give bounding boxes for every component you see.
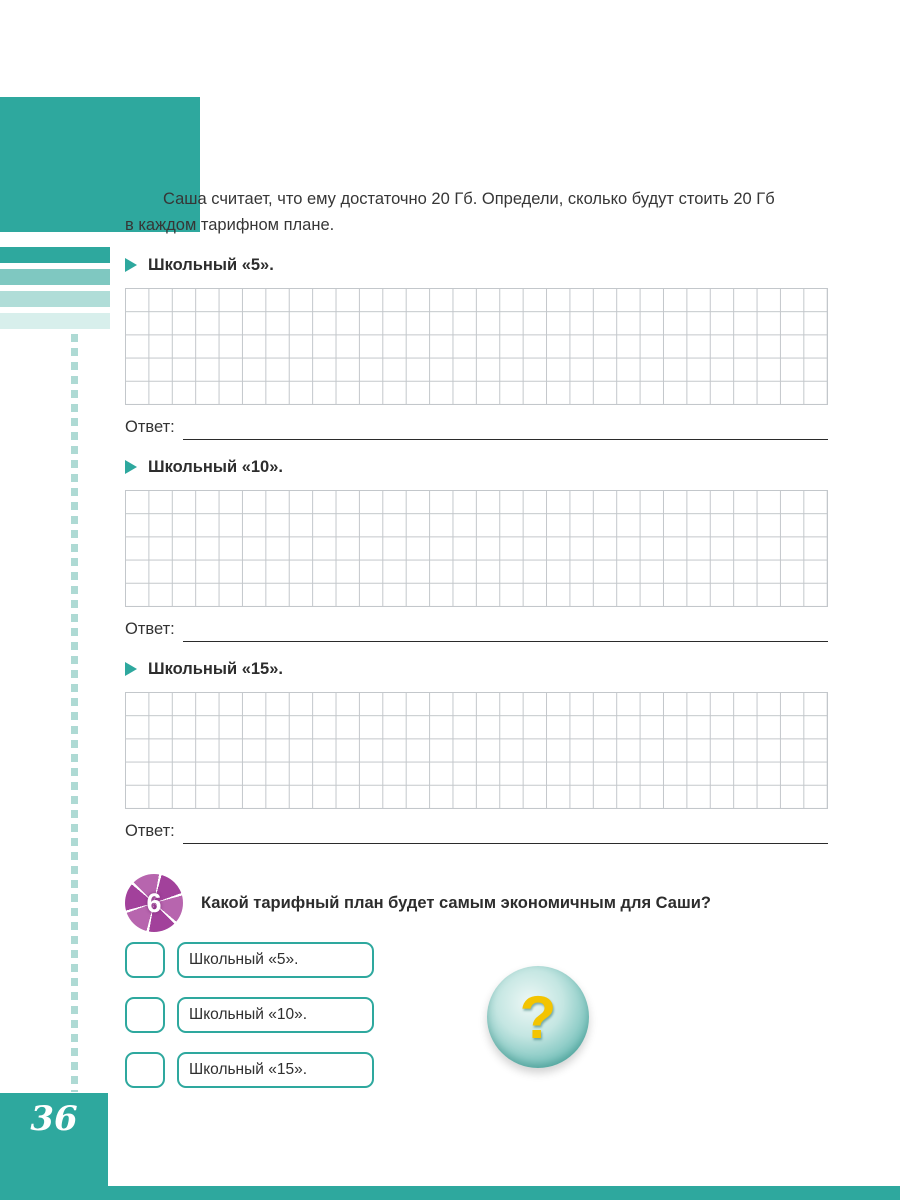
question-mark-glyph: ? — [519, 983, 557, 1051]
section-label: Школьный «15». — [148, 659, 283, 678]
section-school-15 — [125, 658, 828, 844]
option-checkbox-1[interactable] — [125, 942, 165, 978]
intro-line-2: в каждом тарифном плане. — [125, 216, 335, 235]
bottom-bar-decoration — [0, 1186, 900, 1200]
section-label: Школьный «10». — [148, 457, 283, 476]
option-label-3[interactable]: Школьный «15». — [177, 1052, 374, 1088]
option-row — [125, 1052, 374, 1088]
option-row — [125, 997, 374, 1033]
section-school-10 — [125, 456, 828, 642]
answer-blank-line[interactable] — [183, 418, 828, 440]
answer-grid-2[interactable] — [125, 490, 828, 607]
option-row — [125, 942, 374, 978]
page-number: 36 — [30, 1099, 78, 1139]
option-checkbox-3[interactable] — [125, 1052, 165, 1088]
answer-grid-3[interactable] — [125, 692, 828, 809]
intro-line-1: Саша считает, что ему достаточно 20 Гб. Определи, сколько будут стоить 20 Гб — [163, 190, 775, 208]
section-label: Школьный «5». — [148, 255, 274, 274]
answer-blank-line[interactable] — [183, 822, 828, 844]
answer-label: Ответ: — [125, 620, 175, 638]
question-number-badge — [125, 874, 183, 932]
answer-label: Ответ: — [125, 822, 175, 840]
answer-row-1 — [125, 418, 828, 440]
option-label-2[interactable]: Школьный «10». — [177, 997, 374, 1033]
section-header — [125, 254, 828, 276]
answer-grid-1[interactable] — [125, 288, 828, 405]
question-number: 6 — [146, 887, 162, 918]
options-list — [125, 942, 374, 1107]
question-mark-ball — [487, 966, 589, 1068]
stripe-decoration — [0, 247, 110, 263]
answer-row-2 — [125, 620, 828, 642]
stripe-decoration — [0, 269, 110, 285]
option-label-1[interactable]: Школьный «5». — [177, 942, 374, 978]
intro-text — [125, 186, 837, 239]
page-number-block — [0, 1093, 108, 1187]
section-header — [125, 658, 828, 680]
stripe-decoration — [0, 313, 110, 329]
answer-row-3 — [125, 822, 828, 844]
triangle-bullet-icon — [125, 662, 137, 676]
option-checkbox-2[interactable] — [125, 997, 165, 1033]
section-school-5 — [125, 254, 828, 440]
section-header — [125, 456, 828, 478]
answer-blank-line[interactable] — [183, 620, 828, 642]
triangle-bullet-icon — [125, 258, 137, 272]
question-text: Какой тарифный план будет самым экономичным для Саши? — [201, 893, 711, 912]
triangle-bullet-icon — [125, 460, 137, 474]
question-block — [125, 874, 835, 932]
stripe-decoration — [0, 291, 110, 307]
dashed-line-decoration — [71, 334, 78, 1092]
answer-label: Ответ: — [125, 418, 175, 436]
